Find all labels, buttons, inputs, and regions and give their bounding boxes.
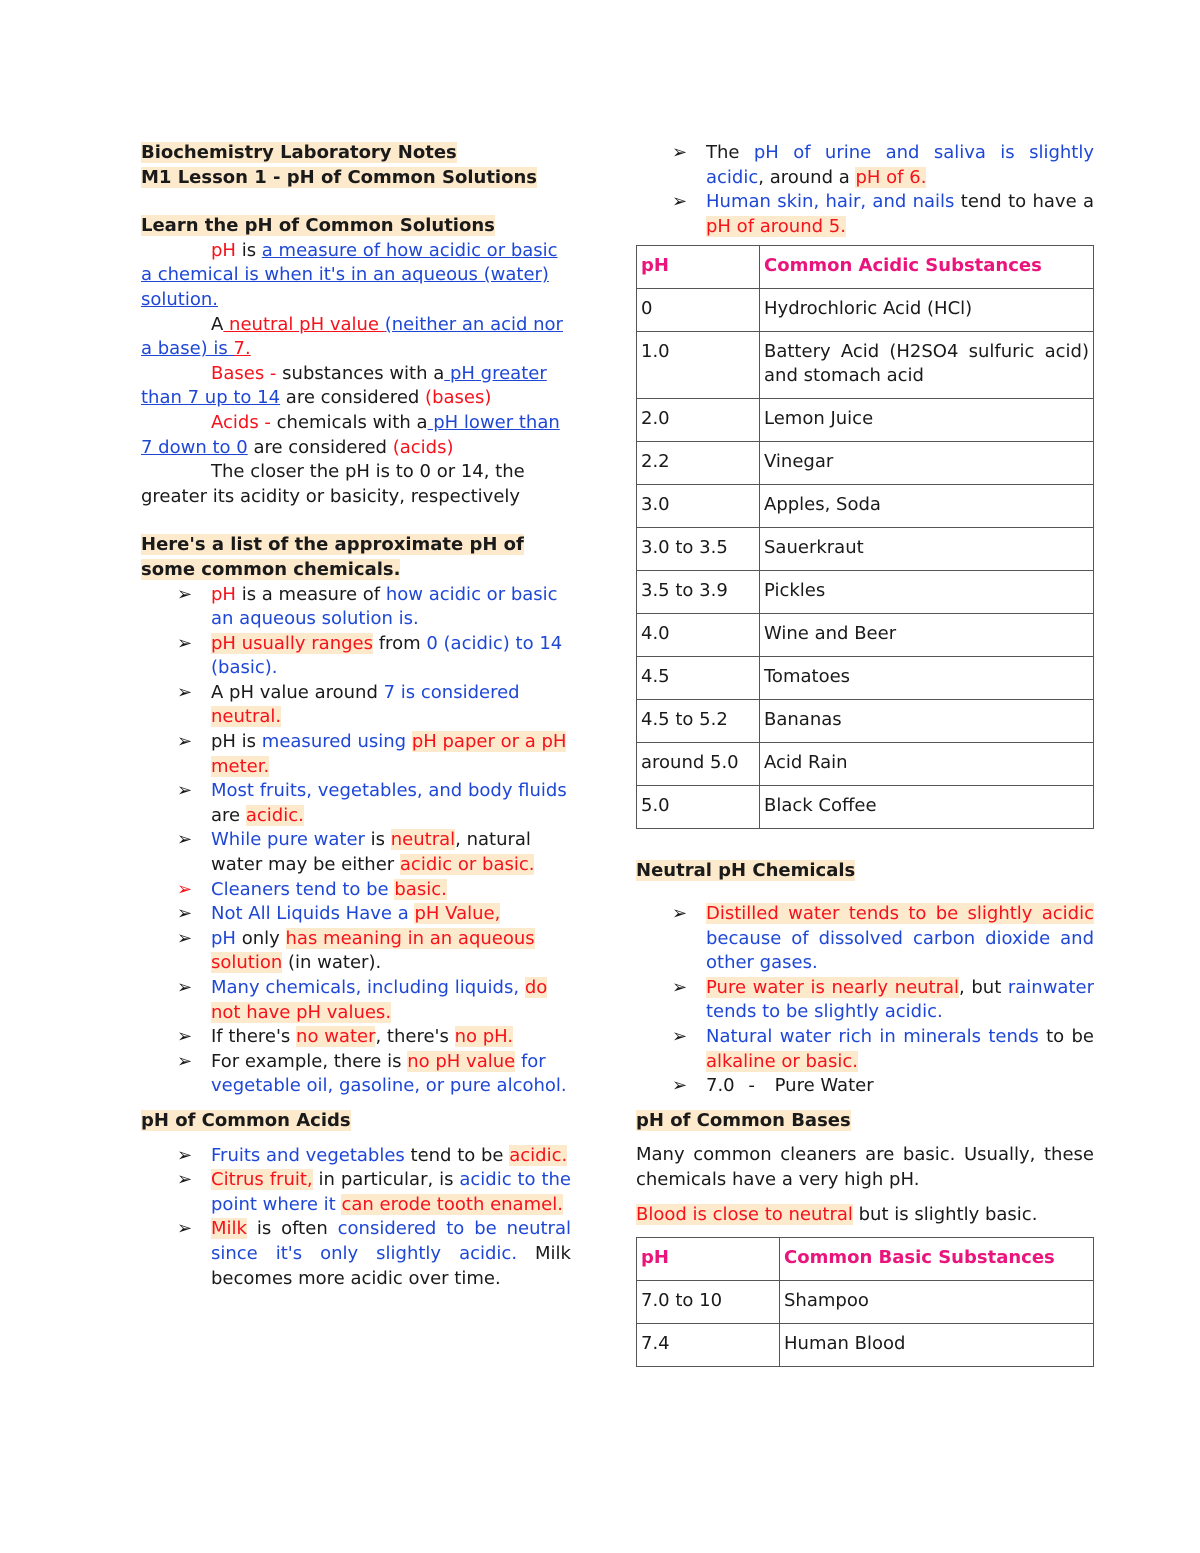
section-heading-acids: pH of Common Acids (141, 1109, 351, 1131)
column-header-substance: Common Acidic Substances (760, 246, 1094, 289)
definition-neutral: A neutral pH value (neither an acid nor a base) is 7. (141, 313, 563, 360)
list-item: ➢ pH is a measure of how acidic or basic an aqueous solution is. (141, 583, 571, 632)
section-heading-bases: pH of Common Bases (636, 1109, 851, 1131)
list-item: ➢ For example, there is no pH value for vegetable oil, gasoline, or pure alcohol. (141, 1050, 571, 1099)
table-row: 2.0 Lemon Juice (637, 399, 1094, 442)
table-row: 0 Hydrochloric Acid (HCl) (637, 289, 1094, 332)
table-row: 3.0 to 3.5 Sauerkraut (637, 528, 1094, 571)
list-item: ➢ While pure water is neutral, natural water may be either acidic or basic. (141, 828, 571, 877)
table-row: 4.5 to 5.2 Bananas (637, 700, 1094, 743)
section-heading-learn: Learn the pH of Common Solutions (141, 215, 495, 237)
table-header-row (637, 1238, 1094, 1281)
list-item: ➢ Distilled water tends to be slightly acidic because of dissolved carbon dioxide and other gases. (636, 902, 1094, 976)
list-item: ➢ pH usually ranges from 0 (acidic) to 14 (basic). (141, 632, 571, 681)
left-column (141, 141, 571, 1291)
list-item: ➢ Pure water is nearly neutral, but rainwater tends to be slightly acidic. (636, 976, 1094, 1025)
section-heading-list: Here's a list of the approximate pH of some common chemicals. (141, 534, 524, 580)
table-row: 7.0 to 10 Shampoo (637, 1281, 1094, 1324)
closer-note: The closer the pH is to 0 or 14, the greater its acidity or basicity, respectively (141, 461, 525, 507)
list-item: ➢ Fruits and vegetables tend to be acidic. (141, 1144, 571, 1169)
list-item: ➢ pH only has meaning in an aqueous solution (in water). (141, 927, 571, 976)
table-row: 3.5 to 3.9 Pickles (637, 571, 1094, 614)
list-item: ➢ Not All Liquids Have a pH Value, (141, 902, 571, 927)
list-item: ➢ The pH of urine and saliva is slightly acidic, around a pH of 6. (636, 141, 1094, 190)
definition-bases: Bases - substances with a pH greater than 7 up to 14 are considered (bases) (141, 362, 547, 409)
list-item: ➢ 7.0 - Pure Water (636, 1074, 1094, 1099)
list-item: ➢ Cleaners tend to be basic. (141, 878, 571, 903)
table-header-row (637, 246, 1094, 289)
acids-list (141, 1144, 571, 1292)
doc-title: Biochemistry Laboratory Notes (141, 142, 457, 163)
list-item: ➢ Milk is often considered to be neutral since it's only slightly acidic. Milk becomes more acidic over time. (141, 1217, 571, 1291)
urine-skin-list (636, 141, 1094, 239)
table-row: 2.2 Vinegar (637, 442, 1094, 485)
list-item: ➢ Citrus fruit, in particular, is acidic to the point where it can erode tooth enamel. (141, 1168, 571, 1217)
list-item: ➢ Natural water rich in minerals tends to be alkaline or basic. (636, 1025, 1094, 1074)
neutral-list (636, 902, 1094, 1099)
lesson-title: M1 Lesson 1 - pH of Common Solutions (141, 166, 537, 188)
table-row: 3.0 Apples, Soda (637, 485, 1094, 528)
table-row: around 5.0 Acid Rain (637, 743, 1094, 786)
column-header-ph: pH (637, 1238, 780, 1281)
definition-acids: Acids - chemicals with a pH lower than 7 down to 0 are considered (acids) (141, 411, 560, 458)
bases-intro: Many common cleaners are basic. Usually, these chemicals have a very high pH. (636, 1144, 1094, 1190)
section-heading-neutral: Neutral pH Chemicals (636, 860, 856, 882)
definition-ph: pH is a measure of how acidic or basic a chemical is when it's in an aqueous (water) solution. (141, 239, 558, 310)
column-header-substance: Common Basic Substances (780, 1238, 1094, 1281)
table-row: 1.0 Battery Acid (H2SO4 sulfuric acid) and stomach acid (637, 332, 1094, 399)
list-item: ➢ Human skin, hair, and nails tend to have a pH of around 5. (636, 190, 1094, 239)
basic-substances-table (636, 1237, 1094, 1367)
acidic-substances-table (636, 245, 1094, 829)
list-item: ➢ Most fruits, vegetables, and body fluids are acidic. (141, 779, 571, 828)
list-item: ➢ If there's no water, there's no pH. (141, 1025, 571, 1050)
right-column (636, 141, 1094, 1367)
chemicals-list (141, 583, 571, 1099)
blood-note: Blood is close to neutral but is slightly basic. (636, 1203, 1038, 1225)
list-item: ➢ Many chemicals, including liquids, do not have pH values. (141, 976, 571, 1025)
table-row: 4.0 Wine and Beer (637, 614, 1094, 657)
column-header-ph: pH (637, 246, 760, 289)
table-row: 7.4 Human Blood (637, 1324, 1094, 1367)
list-item: ➢ pH is measured using pH paper or a pH meter. (141, 730, 571, 779)
list-item: ➢ A pH value around 7 is considered neutral. (141, 681, 571, 730)
table-row: 4.5 Tomatoes (637, 657, 1094, 700)
table-row: 5.0 Black Coffee (637, 786, 1094, 829)
